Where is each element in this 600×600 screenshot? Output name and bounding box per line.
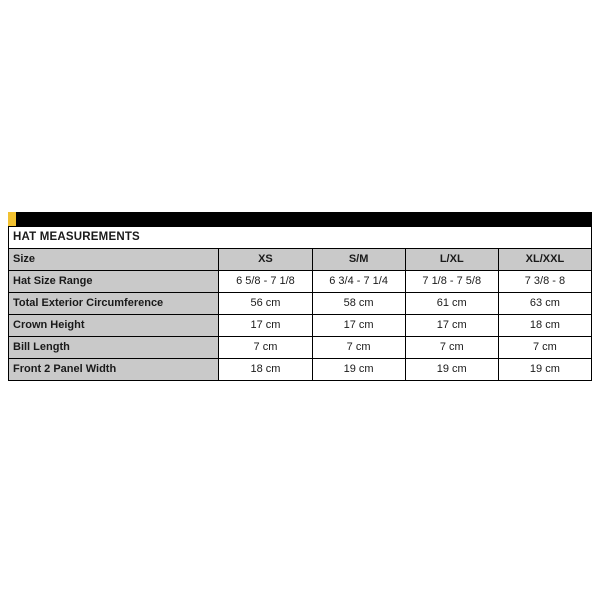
row-label-bill-length: Bill Length xyxy=(9,337,219,359)
cell-crown-height-lxl: 17 cm xyxy=(405,315,498,337)
cell-bill-length-xs: 7 cm xyxy=(219,337,312,359)
table-row xyxy=(9,293,592,315)
cell-total-exterior-circumference-sm: 58 cm xyxy=(312,293,405,315)
header-size-xs: XS xyxy=(219,249,312,271)
header-size-lxl: L/XL xyxy=(405,249,498,271)
cell-crown-height-xlxxl: 18 cm xyxy=(498,315,591,337)
cell-hat-size-range-xs: 6 5/8 - 7 1/8 xyxy=(219,271,312,293)
cell-hat-size-range-xlxxl: 7 3/8 - 8 xyxy=(498,271,591,293)
cell-total-exterior-circumference-xlxxl: 63 cm xyxy=(498,293,591,315)
row-label-crown-height: Crown Height xyxy=(9,315,219,337)
table-row xyxy=(9,315,592,337)
cell-hat-size-range-sm: 6 3/4 - 7 1/4 xyxy=(312,271,405,293)
cell-front-2-panel-width-sm: 19 cm xyxy=(312,359,405,381)
table-row xyxy=(9,359,592,381)
hat-measurements-chart xyxy=(8,212,592,381)
table-title-row xyxy=(9,227,592,249)
cell-crown-height-sm: 17 cm xyxy=(312,315,405,337)
cell-total-exterior-circumference-xs: 56 cm xyxy=(219,293,312,315)
cell-front-2-panel-width-lxl: 19 cm xyxy=(405,359,498,381)
accent-block xyxy=(8,212,16,226)
cell-front-2-panel-width-xlxxl: 19 cm xyxy=(498,359,591,381)
cell-bill-length-sm: 7 cm xyxy=(312,337,405,359)
row-label-front-2-panel-width: Front 2 Panel Width xyxy=(9,359,219,381)
size-chart-table xyxy=(8,226,592,381)
table-header-row xyxy=(9,249,592,271)
table-row xyxy=(9,271,592,293)
header-bar xyxy=(8,212,592,226)
cell-front-2-panel-width-xs: 18 cm xyxy=(219,359,312,381)
cell-total-exterior-circumference-lxl: 61 cm xyxy=(405,293,498,315)
table-title: HAT MEASUREMENTS xyxy=(9,227,592,249)
header-size-xlxxl: XL/XXL xyxy=(498,249,591,271)
header-size-label: Size xyxy=(9,249,219,271)
cell-bill-length-xlxxl: 7 cm xyxy=(498,337,591,359)
row-label-hat-size-range: Hat Size Range xyxy=(9,271,219,293)
row-label-total-exterior-circumference: Total Exterior Circumference xyxy=(9,293,219,315)
cell-hat-size-range-lxl: 7 1/8 - 7 5/8 xyxy=(405,271,498,293)
table-row xyxy=(9,337,592,359)
cell-crown-height-xs: 17 cm xyxy=(219,315,312,337)
cell-bill-length-lxl: 7 cm xyxy=(405,337,498,359)
header-size-sm: S/M xyxy=(312,249,405,271)
